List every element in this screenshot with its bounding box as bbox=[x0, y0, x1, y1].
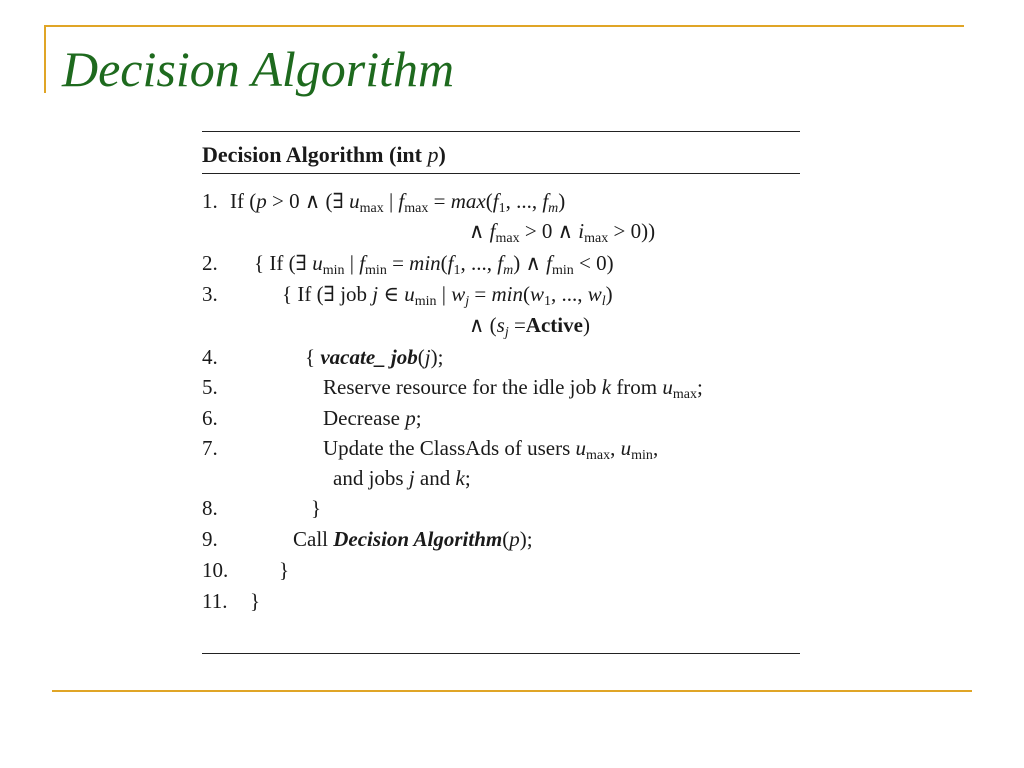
algorithm-header-label: Decision Algorithm (int bbox=[202, 142, 428, 167]
line-number: 6. bbox=[202, 406, 218, 430]
line-number: 3. bbox=[202, 282, 218, 306]
line-number: 10. bbox=[202, 558, 229, 582]
line-code: ∧ $f_{max} > 0$ ∧ $i_{max} > 0$)) bbox=[469, 219, 656, 246]
line-number: 4. bbox=[202, 345, 218, 369]
line-number: 9. bbox=[202, 527, 218, 551]
line-code: Reserve resource for the idle job k from $u_{max}$; bbox=[323, 375, 703, 402]
line-number: 2. bbox=[202, 251, 218, 275]
algorithm-line-4 bbox=[202, 344, 444, 370]
line-number: 8. bbox=[202, 496, 218, 520]
algorithm-line-11 bbox=[202, 588, 261, 614]
line-code: Decrease p; bbox=[323, 406, 422, 430]
line-code: Update the ClassAds of users $u_{max}$, $u_{min}$, bbox=[323, 436, 659, 463]
left-accent-rule bbox=[44, 25, 46, 93]
algorithm-line-9 bbox=[202, 526, 533, 552]
line-code: { If (∃ job j ∈ $u_{min}$ | $w_j = \min(w_1$, ..., $w_l$) bbox=[282, 282, 613, 309]
algorithm-line-10 bbox=[202, 557, 290, 583]
line-number: 5. bbox=[202, 375, 218, 399]
algorithm-line-2 bbox=[202, 250, 614, 278]
line-code: } bbox=[250, 589, 261, 613]
bottom-accent-rule bbox=[52, 690, 972, 692]
algorithm-line-7 bbox=[202, 435, 659, 463]
algorithm-line-5 bbox=[202, 374, 703, 402]
algorithm-top-rule bbox=[202, 131, 800, 132]
algorithm-header bbox=[202, 142, 446, 168]
line-code: Call Decision Algorithm(p); bbox=[293, 527, 533, 551]
algorithm-header-rule bbox=[202, 173, 800, 174]
top-accent-rule bbox=[44, 25, 964, 27]
line-code: } bbox=[311, 496, 322, 520]
line-code: and jobs j and k; bbox=[333, 466, 471, 490]
line-number: 7. bbox=[202, 436, 218, 460]
algorithm-header-close: ) bbox=[438, 142, 446, 167]
line-number: 1. bbox=[202, 189, 218, 213]
line-number: 11. bbox=[202, 589, 228, 613]
algorithm-header-param: p bbox=[427, 142, 439, 167]
line-code: ∧ ($s_j$ =Active) bbox=[469, 313, 590, 340]
line-code: If (p > 0 ∧ (∃ $u_{max}$ | $f_{max} = \max(f_1$, ..., $f_m$) bbox=[230, 189, 566, 216]
line-code: { vacate_ job(j); bbox=[305, 345, 444, 369]
algorithm-line-6 bbox=[202, 405, 422, 431]
slide-title: Decision Algorithm bbox=[62, 41, 455, 97]
line-code: { If (∃ $u_{min}$ | $f_{min} = \min(f_1$, ..., $f_m$) ∧ $f_{min} < 0$) bbox=[254, 251, 614, 278]
algorithm-line-3 bbox=[202, 281, 613, 309]
algorithm-bottom-rule bbox=[202, 653, 800, 654]
algorithm-line-1 bbox=[202, 188, 566, 216]
algorithm-line-8 bbox=[202, 495, 322, 521]
line-code: } bbox=[279, 558, 290, 582]
